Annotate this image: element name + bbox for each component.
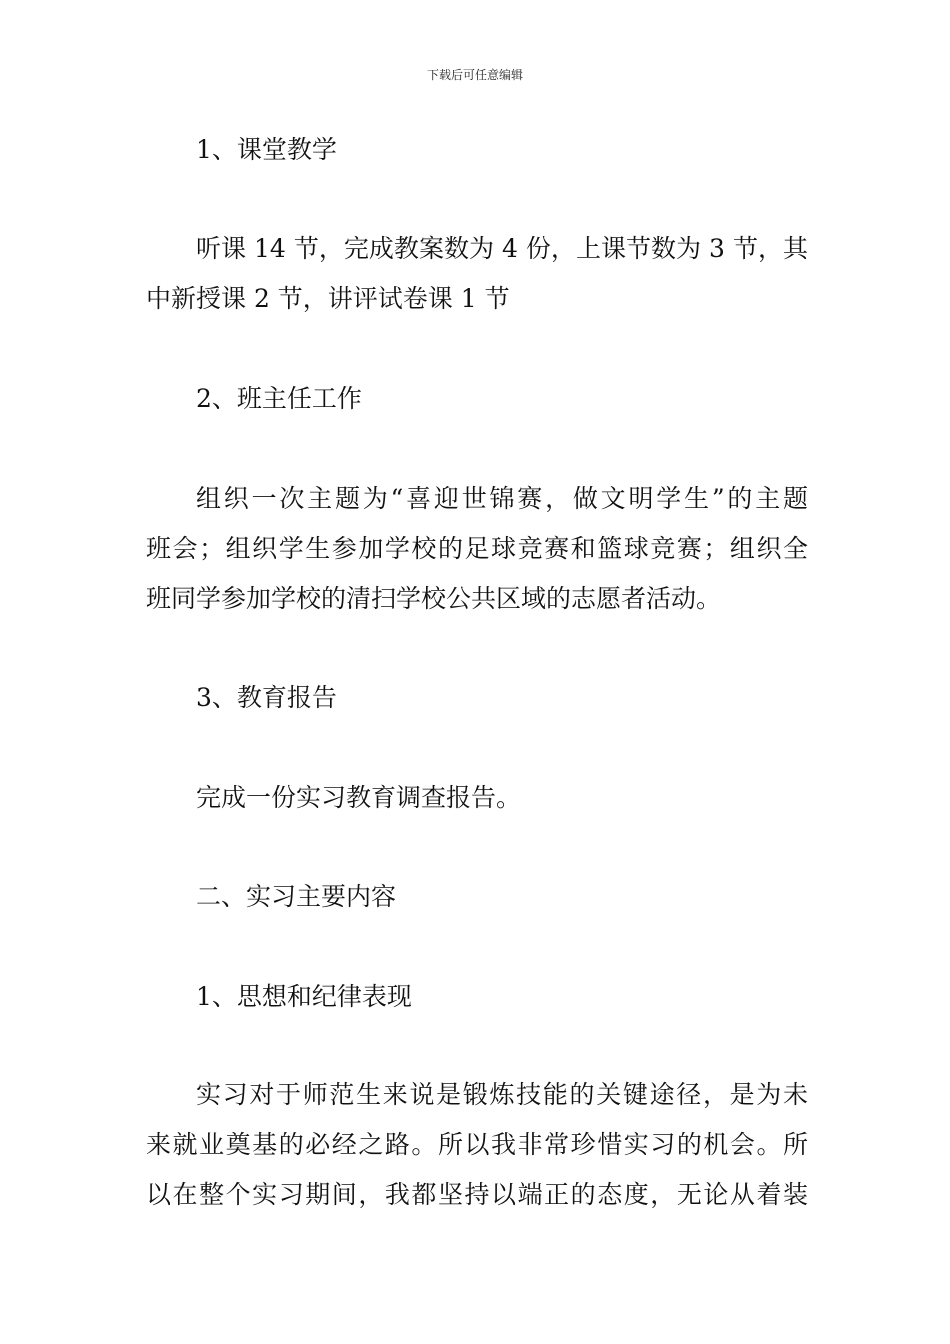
paragraph-line: 听课 14 节，完成教案数为 4 份，上课节数为 3 节，其 (196, 234, 808, 263)
paragraph-line: 实习对于师范生来说是锻炼技能的关键途径，是为未 (196, 1080, 808, 1109)
paragraph-line: 来就业奠基的必经之路。所以我非常珍惜实习的机会。所 (146, 1130, 808, 1159)
heading-classroom-teaching: 1、课堂教学 (196, 135, 337, 164)
paragraph-line: 班会；组织学生参加学校的足球竞赛和篮球竞赛；组织全 (146, 534, 808, 563)
paragraph-line: 组织一次主题为“喜迎世锦赛，做文明学生”的主题 (196, 484, 808, 513)
paragraph-line: 班同学参加学校的清扫学校公共区域的志愿者活动。 (146, 584, 722, 613)
paragraph-line: 以在整个实习期间，我都坚持以端正的态度，无论从着装 (146, 1180, 808, 1209)
page-header-note: 下载后可任意编辑 (426, 68, 523, 82)
paragraph-line: 中新授课 2 节，讲评试卷课 1 节 (146, 284, 510, 313)
heading-thought-discipline: 1、思想和纪律表现 (196, 982, 412, 1011)
heading-internship-main-content: 二、实习主要内容 (196, 882, 397, 911)
heading-education-report: 3、教育报告 (196, 683, 337, 712)
heading-head-teacher-work: 2、班主任工作 (196, 384, 362, 413)
paragraph-education-report: 完成一份实习教育调查报告。 (196, 783, 522, 812)
